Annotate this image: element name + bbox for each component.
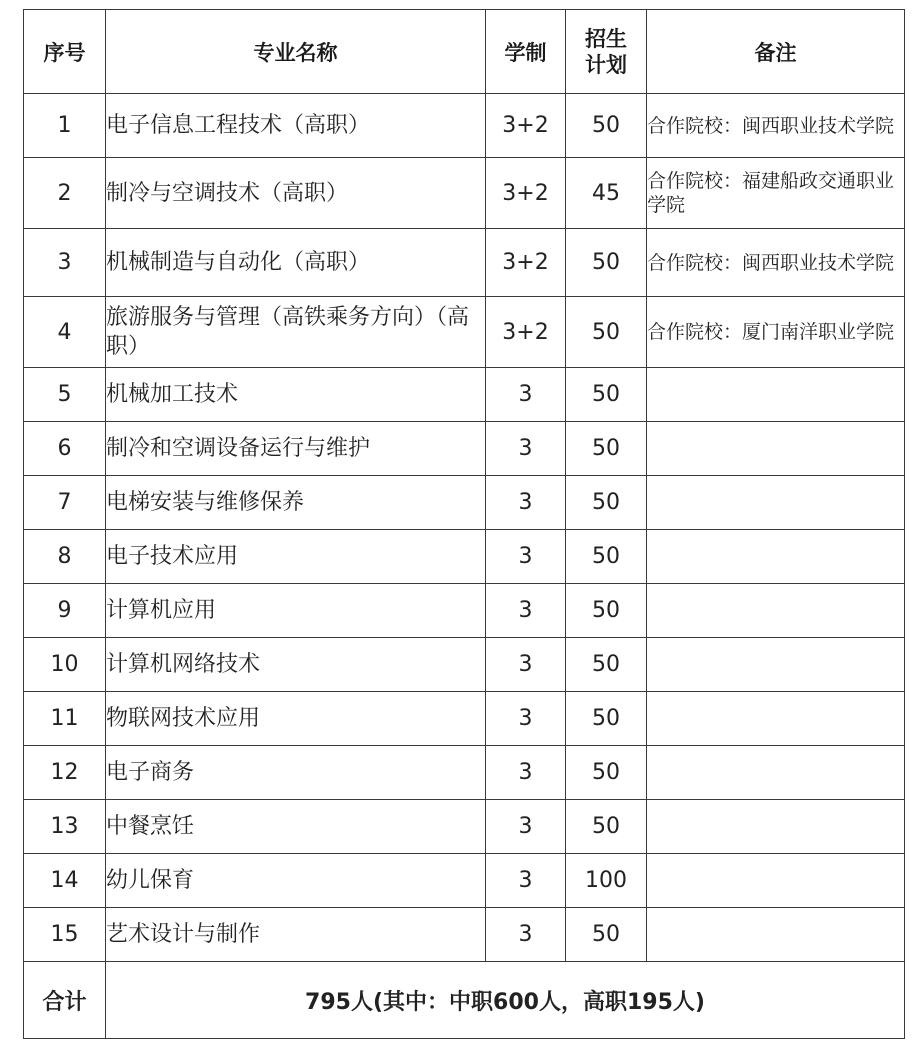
header-quota-line1: 招生	[585, 26, 627, 51]
table-header-row	[24, 10, 905, 94]
cell-note: 合作院校：厦门南洋职业学院	[647, 297, 905, 368]
enrollment-plan-table	[23, 9, 905, 1039]
cell-index: 10	[24, 638, 106, 692]
cell-years: 3	[486, 746, 566, 800]
table-row	[24, 746, 905, 800]
total-row	[24, 962, 905, 1039]
cell-note	[647, 638, 905, 692]
cell-major: 计算机应用	[106, 584, 486, 638]
header-index: 序号	[24, 10, 106, 94]
cell-note	[647, 854, 905, 908]
cell-years: 3+2	[486, 229, 566, 297]
cell-quota: 50	[566, 297, 647, 368]
table-row	[24, 94, 905, 158]
table-row	[24, 297, 905, 368]
cell-index: 5	[24, 368, 106, 422]
cell-note	[647, 530, 905, 584]
cell-years: 3+2	[486, 297, 566, 368]
cell-years: 3	[486, 854, 566, 908]
cell-index: 11	[24, 692, 106, 746]
cell-note: 合作院校：闽西职业技术学院	[647, 94, 905, 158]
cell-note	[647, 908, 905, 962]
table-row	[24, 854, 905, 908]
cell-quota: 50	[566, 746, 647, 800]
cell-quota: 50	[566, 638, 647, 692]
cell-index: 4	[24, 297, 106, 368]
cell-years: 3	[486, 422, 566, 476]
total-summary: 795人(其中：中职600人，高职195人)	[106, 962, 905, 1039]
cell-years: 3+2	[486, 158, 566, 229]
cell-quota: 50	[566, 530, 647, 584]
cell-index: 1	[24, 94, 106, 158]
table-row	[24, 530, 905, 584]
cell-index: 13	[24, 800, 106, 854]
cell-note	[647, 800, 905, 854]
table-row	[24, 800, 905, 854]
cell-quota: 50	[566, 692, 647, 746]
cell-index: 15	[24, 908, 106, 962]
cell-years: 3+2	[486, 94, 566, 158]
cell-major: 旅游服务与管理（高铁乘务方向）（高职）	[106, 297, 486, 368]
header-major: 专业名称	[106, 10, 486, 94]
cell-quota: 50	[566, 368, 647, 422]
table-row	[24, 692, 905, 746]
cell-major: 机械加工技术	[106, 368, 486, 422]
cell-years: 3	[486, 908, 566, 962]
cell-index: 6	[24, 422, 106, 476]
cell-quota: 100	[566, 854, 647, 908]
cell-note	[647, 692, 905, 746]
cell-note	[647, 422, 905, 476]
table-row	[24, 158, 905, 229]
cell-major: 机械制造与自动化（高职）	[106, 229, 486, 297]
cell-note	[647, 476, 905, 530]
cell-major: 中餐烹饪	[106, 800, 486, 854]
table-row	[24, 422, 905, 476]
cell-quota: 50	[566, 422, 647, 476]
cell-note: 合作院校：闽西职业技术学院	[647, 229, 905, 297]
cell-years: 3	[486, 530, 566, 584]
header-quota-line2: 计划	[585, 52, 627, 77]
cell-years: 3	[486, 638, 566, 692]
header-years: 学制	[486, 10, 566, 94]
table-row	[24, 229, 905, 297]
cell-quota: 45	[566, 158, 647, 229]
cell-index: 3	[24, 229, 106, 297]
cell-major: 物联网技术应用	[106, 692, 486, 746]
cell-index: 2	[24, 158, 106, 229]
cell-quota: 50	[566, 476, 647, 530]
cell-years: 3	[486, 476, 566, 530]
cell-note	[647, 746, 905, 800]
cell-index: 9	[24, 584, 106, 638]
table-row	[24, 908, 905, 962]
cell-quota: 50	[566, 908, 647, 962]
cell-years: 3	[486, 368, 566, 422]
cell-index: 12	[24, 746, 106, 800]
cell-quota: 50	[566, 584, 647, 638]
total-label: 合计	[24, 962, 106, 1039]
table-row	[24, 584, 905, 638]
cell-note: 合作院校：福建船政交通职业学院	[647, 158, 905, 229]
cell-major: 制冷和空调设备运行与维护	[106, 422, 486, 476]
header-quota	[566, 10, 647, 94]
cell-years: 3	[486, 800, 566, 854]
cell-index: 14	[24, 854, 106, 908]
cell-note	[647, 368, 905, 422]
cell-quota: 50	[566, 94, 647, 158]
cell-index: 8	[24, 530, 106, 584]
table-row	[24, 638, 905, 692]
cell-major: 制冷与空调技术（高职）	[106, 158, 486, 229]
cell-major: 电子技术应用	[106, 530, 486, 584]
cell-major: 艺术设计与制作	[106, 908, 486, 962]
cell-major: 计算机网络技术	[106, 638, 486, 692]
cell-major: 电子商务	[106, 746, 486, 800]
cell-years: 3	[486, 584, 566, 638]
cell-quota: 50	[566, 800, 647, 854]
header-note: 备注	[647, 10, 905, 94]
cell-major: 幼儿保育	[106, 854, 486, 908]
cell-major: 电梯安装与维修保养	[106, 476, 486, 530]
cell-index: 7	[24, 476, 106, 530]
cell-years: 3	[486, 692, 566, 746]
table-row	[24, 476, 905, 530]
cell-note	[647, 584, 905, 638]
cell-quota: 50	[566, 229, 647, 297]
table-row	[24, 368, 905, 422]
cell-major: 电子信息工程技术（高职）	[106, 94, 486, 158]
